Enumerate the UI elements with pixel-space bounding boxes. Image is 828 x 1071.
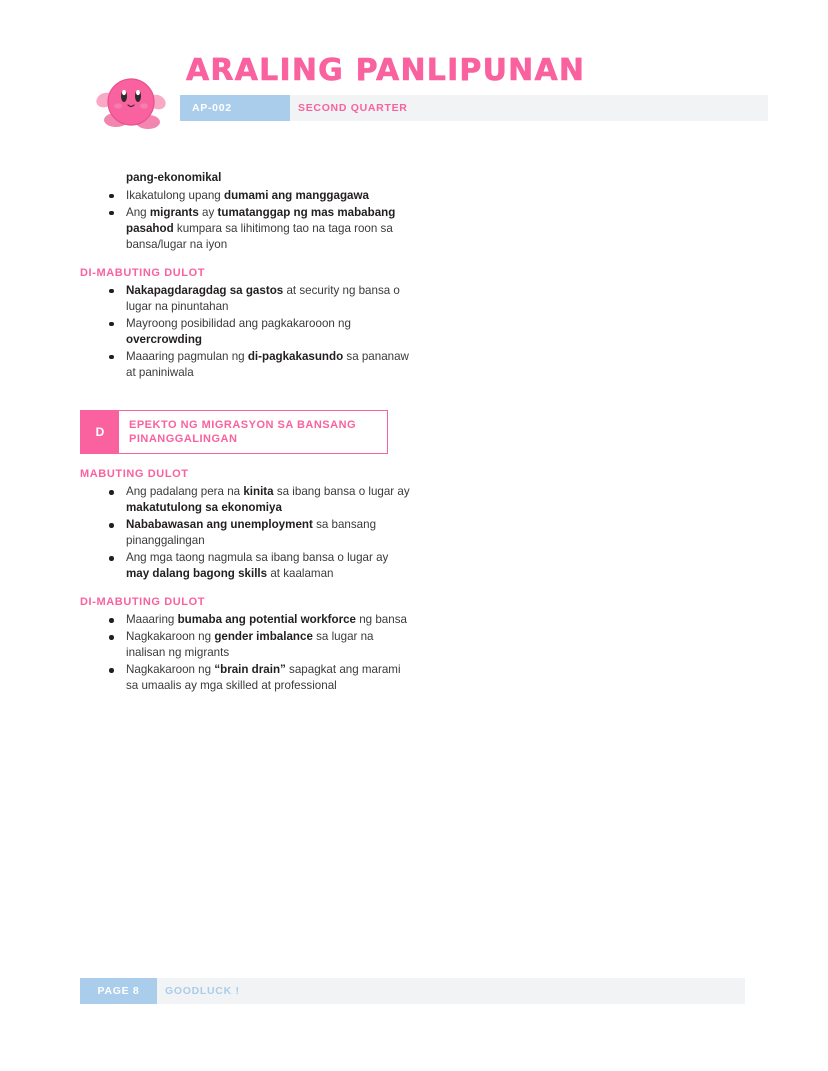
heading-di-mabuting-dulot-2: DI-MABUTING DULOT bbox=[80, 596, 206, 609]
page-title: ARALING PANLIPUNAN bbox=[186, 53, 586, 88]
page-number-chip: PAGE 8 bbox=[80, 978, 157, 1004]
section-d-letter: D bbox=[81, 411, 119, 453]
list-item: Ang mga taong nagmula sa ibang bansa o lugar ay may dalang bagong skills at kaalaman bbox=[80, 550, 410, 582]
di-mabuting-dulot-2-list bbox=[80, 612, 410, 694]
list-item: Nagkakaroon ng “brain drain” sapagkat ang marami sa umaalis ay mga skilled at professional bbox=[80, 662, 410, 694]
list-item: Nababawasan ang unemployment sa bansang pinanggalingan bbox=[80, 517, 410, 549]
list-item: Mayroong posibilidad ang pagkakarooon ng overcrowding bbox=[80, 316, 410, 348]
course-code-chip: AP-002 bbox=[180, 95, 290, 121]
list-item: Ang migrants ay tumatanggap ng mas mababang pasahod kumpara sa lihitimong tao na taga roon sa bansa/lugar na iyon bbox=[80, 205, 410, 253]
di-mabuting-dulot-1-list bbox=[80, 283, 410, 381]
pink-kirby-mascot-icon bbox=[96, 76, 166, 138]
carryover-lead: pang-ekonomikal bbox=[126, 171, 222, 184]
section-d-title: EPEKTO NG MIGRASYON SA BANSANG PINANGGALINGAN bbox=[129, 419, 357, 446]
heading-di-mabuting-dulot-1: DI-MABUTING DULOT bbox=[80, 266, 206, 279]
footer-note: GOODLUCK ! bbox=[165, 985, 240, 997]
list-item: Nakapagdaragdag sa gastos at security ng bansa o lugar na pinuntahan bbox=[80, 283, 410, 315]
list-item: Maaaring bumaba ang potential workforce ng bansa bbox=[80, 612, 410, 628]
heading-mabuting-dulot: MABUTING DULOT bbox=[80, 468, 189, 481]
document-content bbox=[80, 170, 410, 695]
list-item: Ang padalang pera na kinita sa ibang bansa o lugar ay makatutulong sa ekonomiya bbox=[80, 484, 410, 516]
mabuting-dulot-list bbox=[80, 484, 410, 582]
carryover-list bbox=[80, 188, 410, 253]
list-item: Ikakatulong upang dumami ang manggagawa bbox=[80, 188, 410, 204]
section-d-box bbox=[80, 410, 388, 454]
list-item: Nagkakaroon ng gender imbalance sa lugar na inalisan ng migrants bbox=[80, 629, 410, 661]
page-header bbox=[0, 38, 828, 138]
quarter-label: SECOND QUARTER bbox=[298, 102, 408, 114]
list-item: Maaaring pagmulan ng di-pagkakasundo sa pananaw at paniniwala bbox=[80, 349, 410, 381]
